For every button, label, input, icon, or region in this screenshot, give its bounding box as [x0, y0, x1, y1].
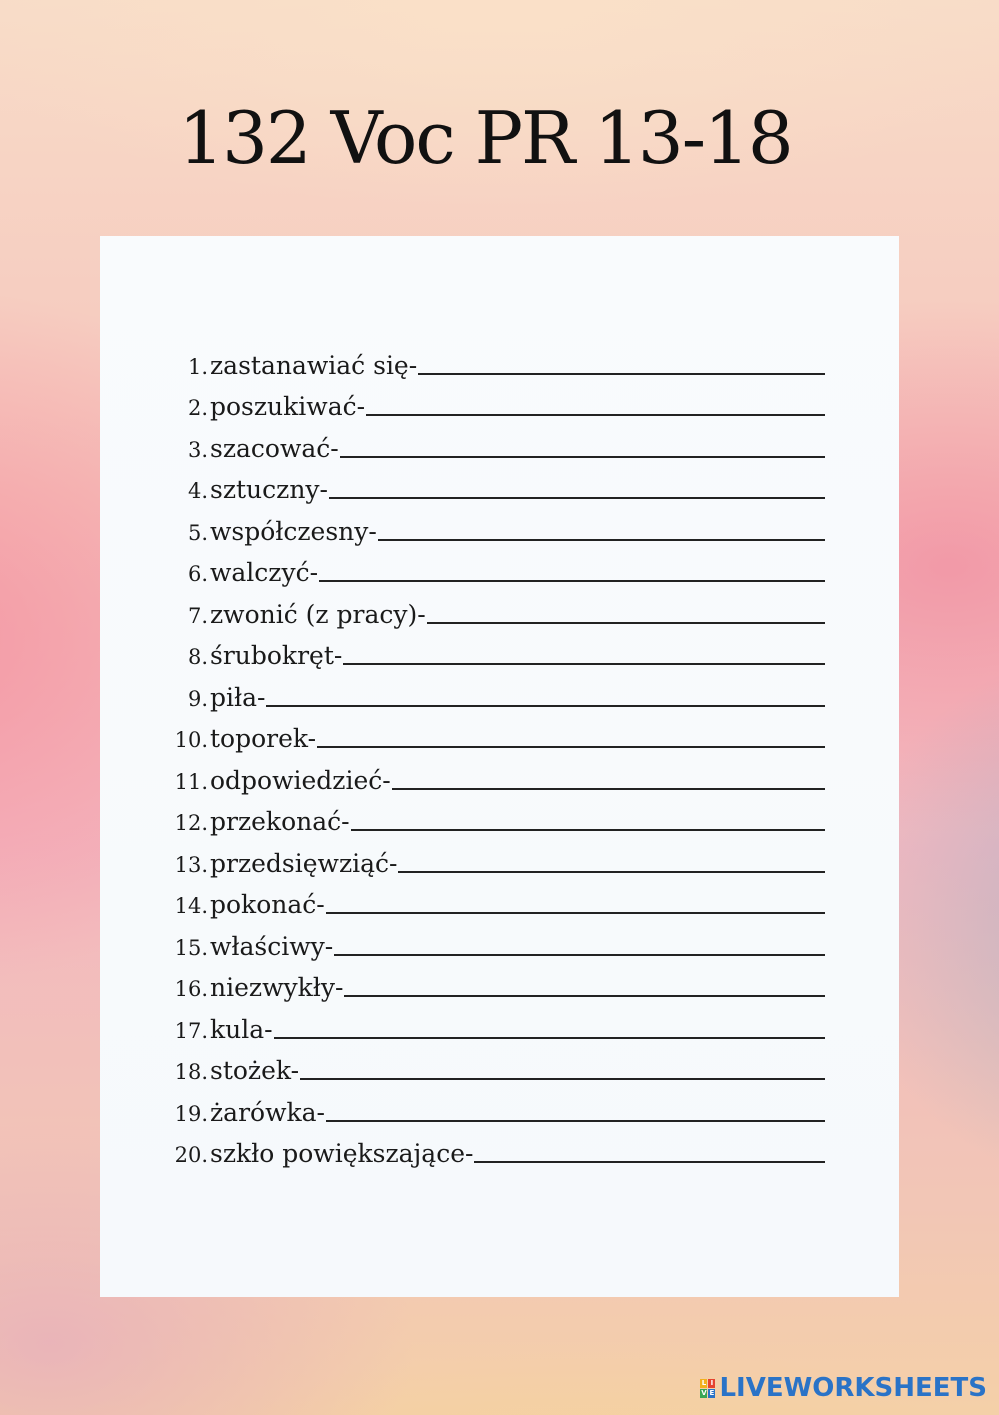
- item-term: kula-: [210, 1014, 273, 1044]
- item-number: 3.: [187, 437, 208, 462]
- item-number: 13.: [174, 852, 208, 877]
- logo-letter: L: [701, 1378, 707, 1387]
- answer-blank[interactable]: [344, 994, 825, 997]
- worksheet-title: 132 Voc PR 13-18: [178, 96, 792, 180]
- answer-blank[interactable]: [418, 372, 825, 375]
- item-term: zastanawiać się-: [210, 350, 418, 380]
- list-item: [160, 419, 825, 461]
- item-term: śrubokręt-: [210, 641, 343, 670]
- list-item: [160, 378, 825, 420]
- answer-blank[interactable]: [274, 1036, 825, 1039]
- list-item: [160, 1125, 825, 1167]
- list-item: [160, 502, 825, 544]
- item-number: 16.: [174, 977, 208, 1001]
- list-item: [160, 793, 825, 835]
- item-number: 11.: [174, 769, 208, 794]
- answer-blank[interactable]: [474, 1160, 825, 1163]
- list-item: [160, 876, 825, 918]
- list-item: [160, 1083, 825, 1125]
- item-term: przekonać-: [210, 807, 350, 836]
- worksheet-panel: [100, 236, 899, 1297]
- list-item: [160, 585, 825, 627]
- item-number: 8.: [187, 645, 208, 669]
- answer-blank[interactable]: [319, 579, 825, 582]
- list-item: [160, 917, 825, 959]
- item-term: piła-: [210, 682, 266, 712]
- list-item: [160, 834, 825, 876]
- answer-blank[interactable]: [326, 911, 825, 914]
- item-number: 5.: [187, 520, 208, 545]
- answer-blank[interactable]: [266, 704, 825, 707]
- liveworksheets-brand[interactable]: [700, 1373, 987, 1403]
- list-item: [160, 959, 825, 1001]
- item-number: 10.: [174, 728, 208, 752]
- item-term: przedsięwziąć-: [210, 848, 398, 878]
- vocabulary-list: [160, 336, 825, 1166]
- item-term: właściwy-: [210, 931, 334, 961]
- answer-blank[interactable]: [326, 1119, 825, 1122]
- brand-name: LIVEWORKSHEETS: [719, 1373, 987, 1403]
- item-term: zwonić (z pracy)-: [210, 599, 426, 629]
- answer-blank[interactable]: [334, 953, 825, 956]
- item-term: współczesny-: [210, 516, 377, 546]
- answer-blank[interactable]: [366, 413, 825, 416]
- list-item: [160, 336, 825, 378]
- answer-blank[interactable]: [340, 455, 825, 458]
- item-number: 17.: [174, 1018, 208, 1043]
- list-item: [160, 668, 825, 710]
- answer-blank[interactable]: [343, 662, 825, 665]
- answer-blank[interactable]: [392, 787, 825, 790]
- item-term: poszukiwać-: [210, 392, 366, 421]
- item-term: sztuczny-: [210, 475, 328, 504]
- item-number: 9.: [187, 686, 208, 711]
- answer-blank[interactable]: [351, 828, 825, 831]
- list-item: [160, 627, 825, 669]
- answer-blank[interactable]: [317, 745, 825, 748]
- item-term: szkło powiększające-: [210, 1139, 474, 1168]
- item-number: 19.: [174, 1101, 208, 1126]
- logo-letter: E: [709, 1388, 715, 1397]
- item-number: 7.: [187, 603, 208, 628]
- list-item: [160, 1000, 825, 1042]
- item-term: niezwykły-: [210, 973, 344, 1002]
- list-item: [160, 544, 825, 586]
- answer-blank[interactable]: [300, 1077, 825, 1080]
- item-number: 6.: [187, 562, 208, 586]
- item-number: 15.: [174, 935, 208, 960]
- logo-letter: I: [708, 1379, 715, 1388]
- answer-blank[interactable]: [398, 870, 825, 873]
- item-term: odpowiedzieć-: [210, 765, 391, 795]
- answer-blank[interactable]: [329, 496, 825, 499]
- list-item: [160, 1042, 825, 1084]
- item-number: 1.: [187, 354, 208, 379]
- item-number: 12.: [174, 811, 208, 835]
- item-term: walczyć-: [210, 558, 319, 587]
- item-term: stożek-: [210, 1056, 300, 1085]
- list-item: [160, 461, 825, 503]
- answer-blank[interactable]: [378, 538, 825, 541]
- item-term: żarówka-: [210, 1097, 325, 1127]
- item-term: szacować-: [210, 433, 339, 463]
- item-number: 4.: [187, 479, 208, 503]
- item-number: 2.: [187, 396, 208, 420]
- list-item: [160, 751, 825, 793]
- item-term: toporek-: [210, 724, 317, 753]
- item-term: pokonać-: [210, 890, 325, 919]
- item-number: 14.: [174, 894, 208, 918]
- liveworksheets-logo-icon: [700, 1379, 715, 1398]
- logo-letter: V: [701, 1388, 707, 1397]
- list-item: [160, 710, 825, 752]
- answer-blank[interactable]: [427, 621, 825, 624]
- item-number: 20.: [174, 1143, 208, 1167]
- item-number: 18.: [174, 1060, 208, 1084]
